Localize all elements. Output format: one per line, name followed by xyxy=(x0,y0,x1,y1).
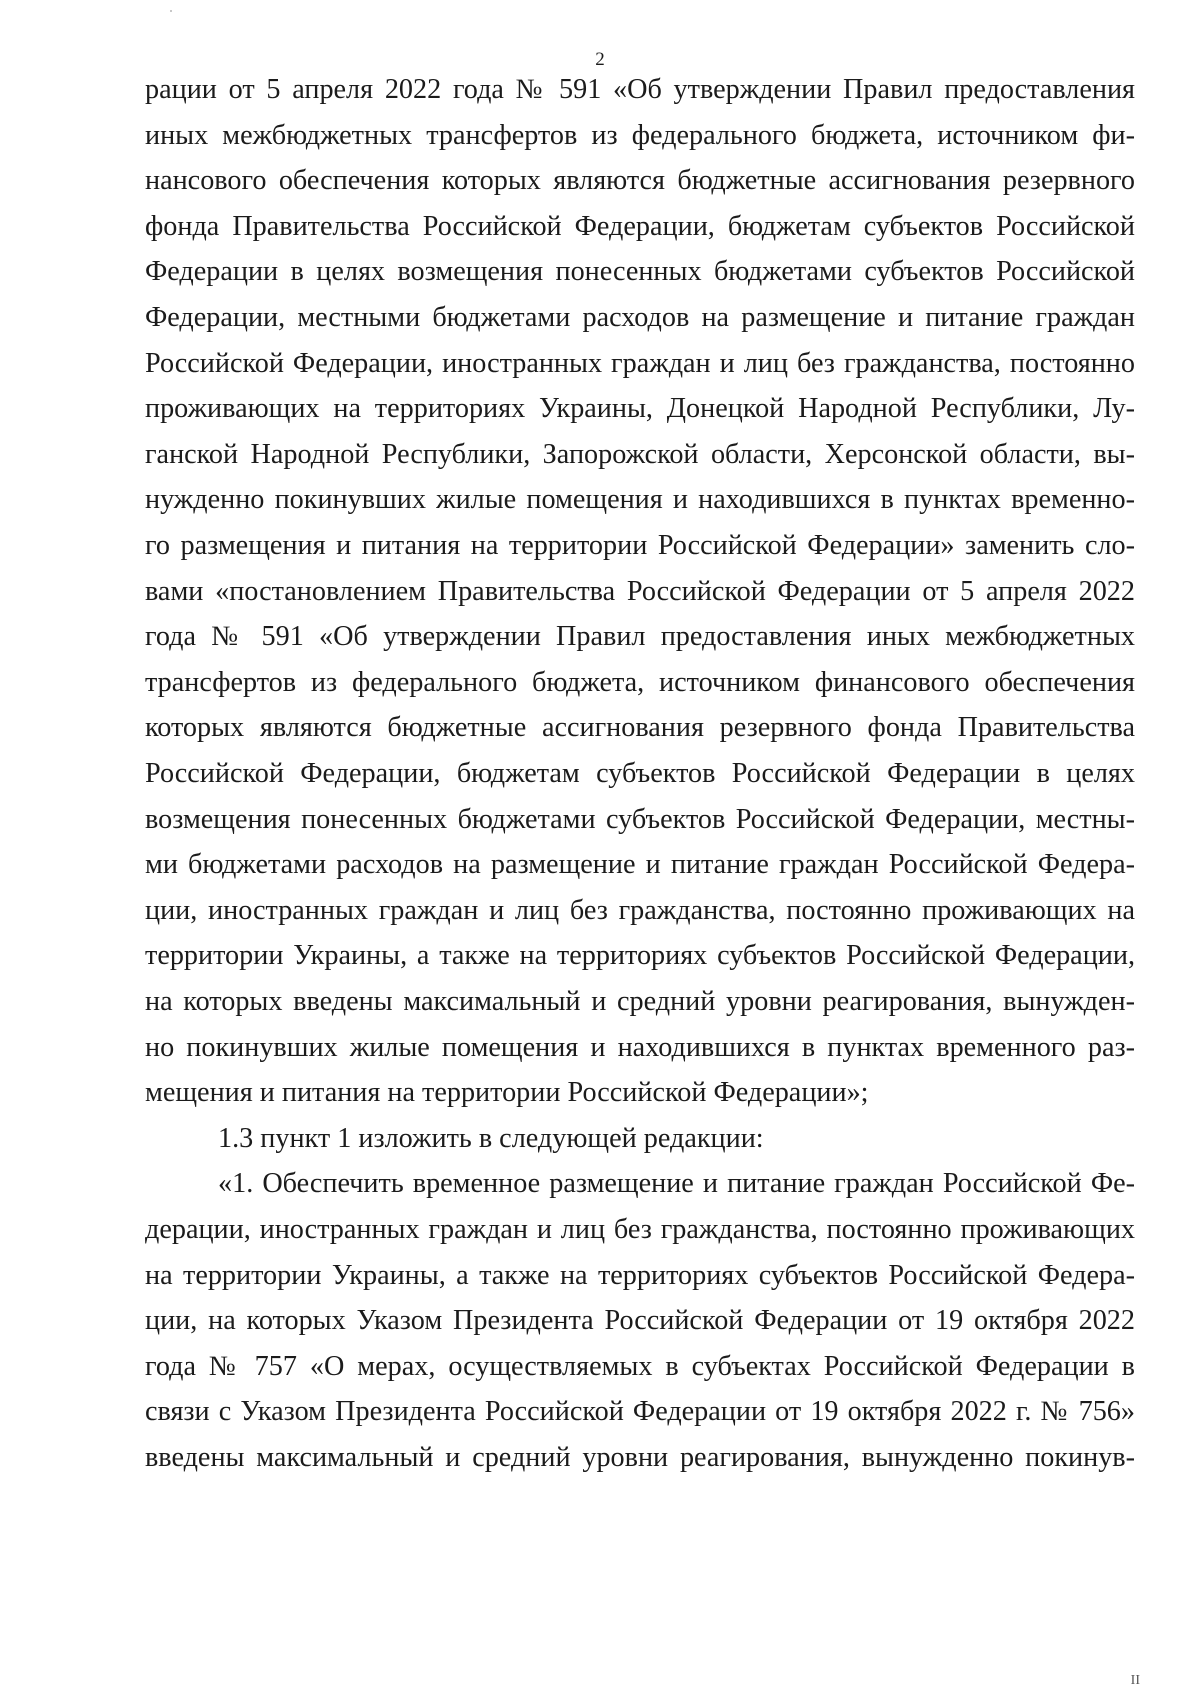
text-line: трансфертов из федерального бюджета, источником финансового обеспечения xyxy=(145,666,1135,698)
text-line: которых являются бюджетные ассигнования резервного фонда Правительства xyxy=(145,712,1135,744)
text-line: введены максимальный и средний уровни реагирования, вынужденно покинув- xyxy=(145,1442,1135,1473)
text-line: ганской Народной Республики, Запорожской области, Херсонской области, вы- xyxy=(145,438,1135,470)
scan-artifact-mark: II xyxy=(1130,1673,1140,1688)
text-line: но покинувших жилые помещения и находившихся в пунктах временного раз- xyxy=(145,1031,1135,1063)
text-line: дерации, иностранных граждан и лиц без гражданства, постоянно проживающих xyxy=(145,1214,1135,1245)
text-line: го размещения и питания на территории Российской Федерации» заменить сло- xyxy=(145,530,1135,561)
text-line: года № 591 «Об утверждении Правил предоставления иных межбюджетных xyxy=(145,621,1135,653)
text-line: года № 757 «О мерах, осуществляемых в субъектах Российской Федерации в xyxy=(145,1350,1135,1382)
text-line: Федерации, местными бюджетами расходов на размещение и питание граждан xyxy=(145,302,1135,333)
text-line: проживающих на территориях Украины, Донецкой Народной Республики, Лу- xyxy=(145,393,1135,425)
text-line: ции, на которых Указом Президента Российской Федерации от 19 октября 2022 xyxy=(145,1305,1135,1337)
text-line: ции, иностранных граждан и лиц без гражданства, постоянно проживающих на xyxy=(145,894,1135,926)
text-line: территории Украины, а также на территориях субъектов Российской Федерации, xyxy=(145,940,1135,972)
text-line: рации от 5 апреля 2022 года № 591 «Об утверждении Правил предоставления xyxy=(145,74,1135,105)
text-line: нансового обеспечения которых являются бюджетные ассигнования резервного xyxy=(145,165,1135,197)
text-line: 1.3 пункт 1 изложить в следующей редакции: xyxy=(218,1122,764,1154)
page-number: 2 xyxy=(595,49,605,70)
text-line: ми бюджетами расходов на размещение и питание граждан Российской Федера- xyxy=(145,849,1135,881)
text-line: нужденно покинувших жилые помещения и находившихся в пунктах временно- xyxy=(145,484,1135,516)
text-line: возмещения понесенных бюджетами субъектов Российской Федерации, местны- xyxy=(145,803,1135,835)
text-line: Российской Федерации, иностранных граждан и лиц без гражданства, постоянно xyxy=(145,347,1135,379)
text-line: фонда Правительства Российской Федерации, бюджетам субъектов Российской xyxy=(145,210,1135,242)
text-line: на территории Украины, а также на территориях субъектов Российской Федера- xyxy=(145,1259,1135,1291)
text-line: иных межбюджетных трансфертов из федерального бюджета, источником фи- xyxy=(145,119,1135,151)
text-line: вами «постановлением Правительства Российской Федерации от 5 апреля 2022 xyxy=(145,575,1135,607)
scan-speck xyxy=(170,10,172,12)
text-line: «1. Обеспечить временное размещение и питание граждан Российской Фе- xyxy=(218,1168,1135,1200)
text-line: на которых введены максимальный и средний уровни реагирования, вынужден- xyxy=(145,986,1135,1017)
text-line: мещения и питания на территории Российской Федерации»; xyxy=(145,1077,869,1109)
text-line: Российской Федерации, бюджетам субъектов Российской Федерации в целях xyxy=(145,758,1135,789)
text-line: связи с Указом Президента Российской Федерации от 19 октября 2022 г. № 756» xyxy=(145,1396,1135,1428)
text-line: Федерации в целях возмещения понесенных бюджетами субъектов Российской xyxy=(145,256,1135,288)
